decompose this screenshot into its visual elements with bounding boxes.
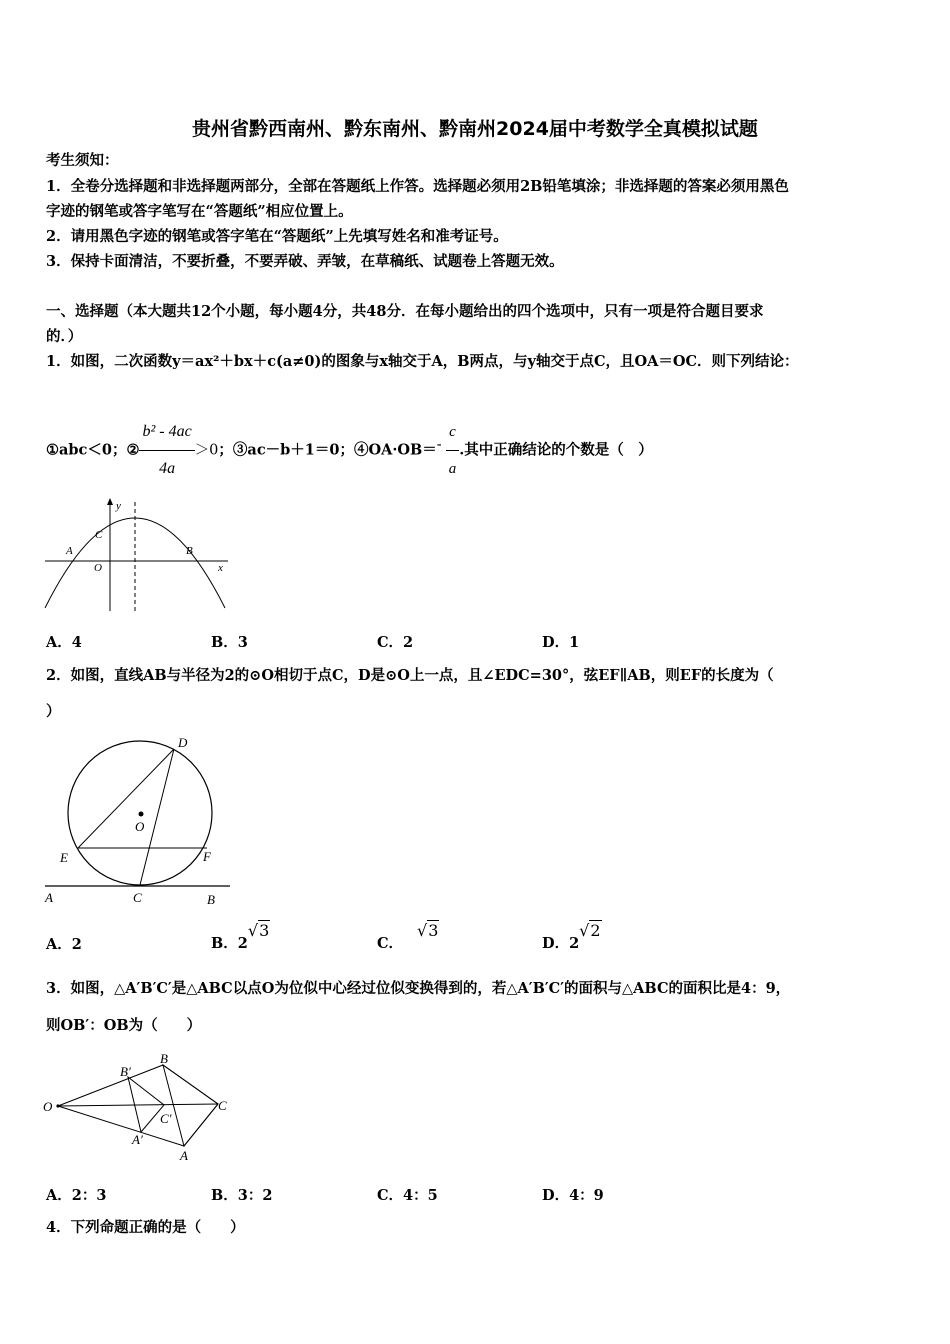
q3-homothety-figure [40,1048,240,1166]
q3-label-B1: B′ [120,1064,131,1079]
q1-gt-zero: ＞0 [194,442,219,459]
q1-minus-sign: - [436,436,442,453]
q2-label-C: C [133,890,142,905]
q1-fraction-numerator: b² - 4ac [139,414,194,451]
q1-label-C: C [95,529,103,541]
q3-option-d[interactable]: D．4：9 [542,1187,604,1204]
q2-chord-DC [140,749,174,885]
notice-item-2: 2．请用黑色字迹的钢笔或答字笔在“答题纸”上先填写姓名和准考证号。 [46,228,508,245]
q1-fraction-denominator: 4a [159,460,176,477]
q2-option-c-sqrt: √3 [417,921,439,940]
q3-option-a[interactable]: A．2：3 [46,1187,107,1204]
q2-stem-line-1: 2．如图，直线AB与半径为2的⊙O相切于点C，D是⊙O上一点，且∠EDC=30°，弦EF∥AB，则EF的长度为（ [46,667,774,684]
q2-center-dot [139,812,144,817]
q1-label-x: x [218,562,223,574]
q3-ray-OC [58,1104,218,1106]
q2-option-b-sqrt: √3 [247,921,270,940]
q1-label-A: A [66,545,73,557]
q3-label-A1: A′ [132,1132,143,1147]
q1-fraction [139,414,194,487]
q3-option-c[interactable]: C．4：5 [377,1187,438,1204]
q1-conclusions [46,414,653,487]
q3-label-O: O [43,1099,53,1114]
q1-stem: 1．如图，二次函数y＝ax²＋bx＋c(a≠0)的图象与x轴交于A，B两点，与y轴交于点C，且OA＝OC．则下列结论： [46,353,799,370]
notice-item-3: 3．保持卡面清洁，不要折叠，不要弄破、弄皱，在草稿纸、试题卷上答题无效。 [46,253,564,270]
q1-fraction2-numerator: c [446,414,460,451]
q1-tail: .其中正确结论的个数是（ ） [459,441,653,459]
q3-triangle-ABC [163,1065,218,1146]
q1-option-c[interactable]: C．2 [377,634,414,651]
q3-label-B: B [160,1051,168,1066]
q1-parabola-figure [40,496,235,616]
notice-item-1-line-2: 字迹的钢笔或答字笔写在“答题纸”相应位置上。 [46,203,353,220]
q1-conclusion-2: ；③ac－b＋1＝0；④OA·OB＝ [218,441,437,459]
q1-option-d[interactable]: D．1 [542,634,580,651]
q2-option-d[interactable] [542,921,602,953]
q1-fraction2-denominator: a [448,461,457,477]
q3-point-O [56,1104,59,1107]
q2-label-D: D [178,735,188,750]
q2-option-b-prefix: B．2 [211,935,248,952]
q1-label-B: B [186,545,193,557]
q1-conclusion-1: ①abc＜0；② [46,441,140,459]
q3-stem-line-1: 3．如图，△A′B′C′是△ABC以点O为位似中心经过位似变换得到的，若△A′B′C′的面积与△ABC的面积比是4：9， [46,980,791,997]
q2-option-c-radicand: 3 [428,921,439,940]
q2-option-c[interactable] [377,921,439,953]
q2-label-F: F [203,849,211,864]
q1-option-a[interactable]: A．4 [46,634,82,651]
q2-option-a[interactable]: A．2 [46,936,82,953]
q2-stem-line-2: ） [46,703,61,720]
notice-item-1-line-1: 1．全卷分选择题和非选择题两部分，全部在答题纸上作答。选择题必须用2B铅笔填涂；非选择题的答案必须用黑色 [46,178,789,195]
q2-label-A: A [45,890,53,905]
q3-label-A: A [180,1148,188,1163]
q1-label-O: O [94,562,102,574]
q3-stem-line-2: 则OB′：OB为（ ） [46,1017,202,1034]
q3-label-C: C [218,1098,227,1113]
q2-circle-figure [40,730,240,910]
page-title: 贵州省黔西南州、黔东南州、黔南州2024届中考数学全真模拟试题 [192,118,758,140]
q3-option-b[interactable]: B．3：2 [211,1187,273,1204]
q2-label-B: B [207,892,215,907]
q2-option-d-radicand: 2 [590,921,601,940]
q2-option-c-prefix: C． [377,935,404,952]
q2-label-O: O [135,819,145,834]
q4-stem: 4．下列命题正确的是（ ） [46,1219,245,1236]
q3-label-C1: C′ [160,1111,172,1126]
q2-option-d-sqrt: √2 [579,921,601,940]
q2-option-d-prefix: D．2 [542,935,580,952]
q2-label-E: E [60,850,68,865]
q1-option-b[interactable]: B．3 [211,634,248,651]
q2-option-b-radicand: 3 [259,921,270,940]
section-heading-line-2: 的．） [46,328,83,345]
q1-fraction-c-over-a [446,414,460,487]
q2-option-b[interactable] [211,921,270,953]
q1-y-axis-arrow [107,498,113,505]
q2-chord-ED [78,749,174,848]
q1-label-y: y [116,500,121,512]
notice-heading: 考生须知： [46,152,119,169]
section-heading-line-1: 一、选择题（本大题共12个小题，每小题4分，共48分．在每小题给出的四个选项中，只有一项是符合题目要求 [46,303,764,320]
